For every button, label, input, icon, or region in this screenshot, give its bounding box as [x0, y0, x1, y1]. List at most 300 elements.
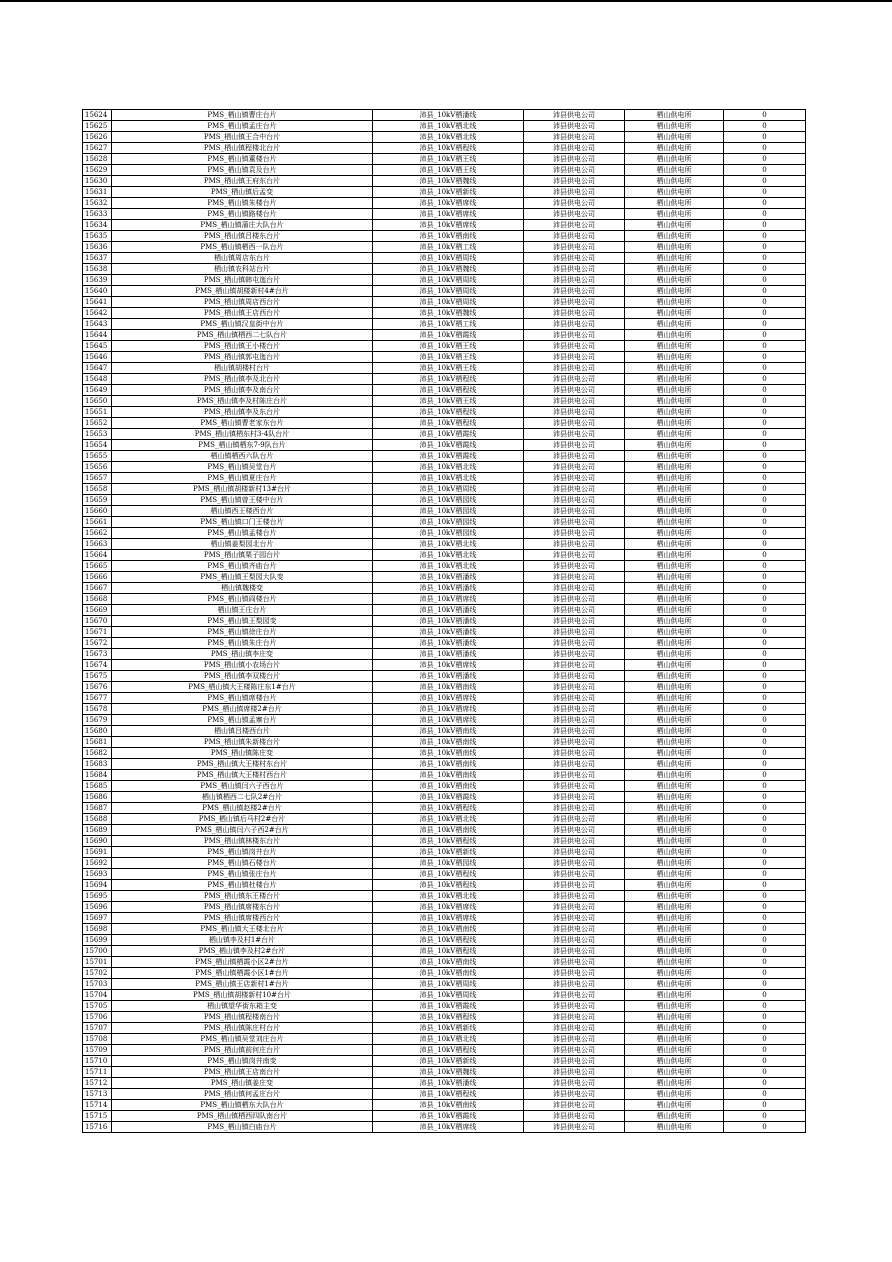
station-name-cell: PMS_栖山镇汉皇街中台片	[112, 319, 373, 330]
supply-office-cell: 栖山供电所	[625, 1122, 724, 1133]
supply-office-cell: 栖山供电所	[625, 594, 724, 605]
row-id-cell: 15647	[83, 363, 112, 374]
table-row	[83, 517, 806, 528]
value-cell: 0	[724, 957, 806, 968]
supply-office-cell: 栖山供电所	[625, 1045, 724, 1056]
company-cell: 沛县供电公司	[524, 583, 625, 594]
company-cell: 沛县供电公司	[524, 396, 625, 407]
table-row	[83, 649, 806, 660]
row-id-cell: 15662	[83, 528, 112, 539]
company-cell: 沛县供电公司	[524, 803, 625, 814]
table-row	[83, 825, 806, 836]
company-cell: 沛县供电公司	[524, 198, 625, 209]
company-cell: 沛县供电公司	[524, 671, 625, 682]
value-cell: 0	[724, 594, 806, 605]
station-name-cell: PMS_栖山镇席楼东台片	[112, 902, 373, 913]
row-id-cell: 15624	[83, 110, 112, 121]
row-id-cell: 15709	[83, 1045, 112, 1056]
value-cell: 0	[724, 572, 806, 583]
row-id-cell: 15696	[83, 902, 112, 913]
feeder-line-cell: 沛县_10kV栖潘线	[373, 649, 524, 660]
feeder-line-cell: 沛县_10kV栖程线	[373, 1012, 524, 1023]
company-cell: 沛县供电公司	[524, 946, 625, 957]
value-cell: 0	[724, 1012, 806, 1023]
value-cell: 0	[724, 913, 806, 924]
value-cell: 0	[724, 814, 806, 825]
station-name-cell: PMS_栖山镇席楼2#台片	[112, 704, 373, 715]
table-row	[83, 880, 806, 891]
table-row	[83, 1034, 806, 1045]
value-cell: 0	[724, 385, 806, 396]
supply-office-cell: 栖山供电所	[625, 286, 724, 297]
feeder-line-cell: 沛县_10kV栖园线	[373, 528, 524, 539]
company-cell: 沛县供电公司	[524, 506, 625, 517]
supply-office-cell: 栖山供电所	[625, 264, 724, 275]
table-row	[83, 187, 806, 198]
station-name-cell: PMS_栖山镇王梨园大队变	[112, 572, 373, 583]
company-cell: 沛县供电公司	[524, 462, 625, 473]
feeder-line-cell: 沛县_10kV栖霞线	[373, 1001, 524, 1012]
value-cell: 0	[724, 759, 806, 770]
station-name-cell: PMS_栖山镇小农场台片	[112, 660, 373, 671]
row-id-cell: 15644	[83, 330, 112, 341]
company-cell: 沛县供电公司	[524, 1111, 625, 1122]
value-cell: 0	[724, 154, 806, 165]
table-row	[83, 1056, 806, 1067]
table-row	[83, 814, 806, 825]
supply-office-cell: 栖山供电所	[625, 209, 724, 220]
feeder-line-cell: 沛县_10kV栖南线	[373, 737, 524, 748]
feeder-line-cell: 沛县_10kV栖潘线	[373, 583, 524, 594]
company-cell: 沛县供电公司	[524, 594, 625, 605]
supply-office-cell: 栖山供电所	[625, 638, 724, 649]
value-cell: 0	[724, 935, 806, 946]
table-row	[83, 957, 806, 968]
company-cell: 沛县供电公司	[524, 869, 625, 880]
company-cell: 沛县供电公司	[524, 693, 625, 704]
row-id-cell: 15674	[83, 660, 112, 671]
table-row	[83, 264, 806, 275]
feeder-line-cell: 沛县_10kV栖南线	[373, 924, 524, 935]
company-cell: 沛县供电公司	[524, 363, 625, 374]
supply-office-cell: 栖山供电所	[625, 825, 724, 836]
supply-office-cell: 栖山供电所	[625, 1100, 724, 1111]
station-name-cell: PMS_栖山镇闫六子西2#台片	[112, 825, 373, 836]
row-id-cell: 15711	[83, 1067, 112, 1078]
feeder-line-cell: 沛县_10kV栖潘线	[373, 671, 524, 682]
table-row	[83, 550, 806, 561]
value-cell: 0	[724, 770, 806, 781]
feeder-line-cell: 沛县_10kV栖北线	[373, 462, 524, 473]
station-name-cell: PMS_栖山镇席楼西台片	[112, 913, 373, 924]
supply-office-cell: 栖山供电所	[625, 924, 724, 935]
table-row	[83, 286, 806, 297]
row-id-cell: 15642	[83, 308, 112, 319]
company-cell: 沛县供电公司	[524, 473, 625, 484]
row-id-cell: 15702	[83, 968, 112, 979]
company-cell: 沛县供电公司	[524, 517, 625, 528]
company-cell: 沛县供电公司	[524, 418, 625, 429]
supply-office-cell: 栖山供电所	[625, 374, 724, 385]
feeder-line-cell: 沛县_10kV栖席线	[373, 715, 524, 726]
value-cell: 0	[724, 374, 806, 385]
station-name-cell: PMS_栖山镇程楼南台片	[112, 1012, 373, 1023]
feeder-line-cell: 沛县_10kV栖程线	[373, 407, 524, 418]
table-row	[83, 682, 806, 693]
station-name-cell: PMS_栖山镇王店西台片	[112, 308, 373, 319]
supply-office-cell: 栖山供电所	[625, 770, 724, 781]
row-id-cell: 15669	[83, 605, 112, 616]
row-id-cell: 15663	[83, 539, 112, 550]
value-cell: 0	[724, 286, 806, 297]
station-name-cell: 栖山镇胡楼村台片	[112, 363, 373, 374]
supply-office-cell: 栖山供电所	[625, 1023, 724, 1034]
table-row	[83, 1045, 806, 1056]
value-cell: 0	[724, 275, 806, 286]
table-row	[83, 242, 806, 253]
supply-office-cell: 栖山供电所	[625, 539, 724, 550]
station-name-cell: PMS_栖山镇李及村2#台片	[112, 946, 373, 957]
row-id-cell: 15625	[83, 121, 112, 132]
value-cell: 0	[724, 638, 806, 649]
value-cell: 0	[724, 924, 806, 935]
table-row	[83, 616, 806, 627]
table-row	[83, 693, 806, 704]
company-cell: 沛县供电公司	[524, 121, 625, 132]
station-name-cell: PMS_栖山镇李庄变	[112, 649, 373, 660]
supply-office-cell: 栖山供电所	[625, 836, 724, 847]
row-id-cell: 15634	[83, 220, 112, 231]
value-cell: 0	[724, 792, 806, 803]
value-cell: 0	[724, 605, 806, 616]
supply-office-cell: 栖山供电所	[625, 275, 724, 286]
station-name-cell: PMS_栖山镇王府东台片	[112, 176, 373, 187]
row-id-cell: 15691	[83, 847, 112, 858]
supply-office-cell: 栖山供电所	[625, 308, 724, 319]
feeder-line-cell: 沛县_10kV栖程线	[373, 385, 524, 396]
feeder-line-cell: 沛县_10kV栖工线	[373, 242, 524, 253]
station-name-cell: PMS_栖山镇胡楼新村4#台片	[112, 286, 373, 297]
table-row	[83, 209, 806, 220]
table-row	[83, 968, 806, 979]
feeder-line-cell: 沛县_10kV栖潘线	[373, 110, 524, 121]
value-cell: 0	[724, 1100, 806, 1111]
row-id-cell: 15714	[83, 1100, 112, 1111]
table-row	[83, 748, 806, 759]
row-id-cell: 15626	[83, 132, 112, 143]
row-id-cell: 15697	[83, 913, 112, 924]
table-row	[83, 495, 806, 506]
company-cell: 沛县供电公司	[524, 110, 625, 121]
station-name-cell: PMS_栖山镇朱楼台片	[112, 198, 373, 209]
supply-office-cell: 栖山供电所	[625, 792, 724, 803]
row-id-cell: 15640	[83, 286, 112, 297]
table-row	[83, 1023, 806, 1034]
supply-office-cell: 栖山供电所	[625, 407, 724, 418]
value-cell: 0	[724, 242, 806, 253]
company-cell: 沛县供电公司	[524, 726, 625, 737]
row-id-cell: 15694	[83, 880, 112, 891]
company-cell: 沛县供电公司	[524, 990, 625, 1001]
company-cell: 沛县供电公司	[524, 935, 625, 946]
feeder-line-cell: 沛县_10kV栖霞线	[373, 451, 524, 462]
station-name-cell: PMS_栖山镇曹庄台片	[112, 110, 373, 121]
feeder-line-cell: 沛县_10kV栖席线	[373, 913, 524, 924]
table-row	[83, 924, 806, 935]
company-cell: 沛县供电公司	[524, 737, 625, 748]
feeder-line-cell: 沛县_10kV栖北线	[373, 561, 524, 572]
row-id-cell: 15659	[83, 495, 112, 506]
station-name-cell: PMS_栖山镇孟寨台片	[112, 715, 373, 726]
table-row	[83, 1012, 806, 1023]
supply-office-cell: 栖山供电所	[625, 616, 724, 627]
station-name-cell: PMS_栖山镇张庄台片	[112, 869, 373, 880]
value-cell: 0	[724, 671, 806, 682]
table-row	[83, 836, 806, 847]
company-cell: 沛县供电公司	[524, 374, 625, 385]
row-id-cell: 15656	[83, 462, 112, 473]
value-cell: 0	[724, 891, 806, 902]
company-cell: 沛县供电公司	[524, 1034, 625, 1045]
supply-office-cell: 栖山供电所	[625, 154, 724, 165]
company-cell: 沛县供电公司	[524, 187, 625, 198]
station-name-cell: PMS_栖山镇大王楼北台片	[112, 924, 373, 935]
supply-office-cell: 栖山供电所	[625, 759, 724, 770]
supply-office-cell: 栖山供电所	[625, 462, 724, 473]
value-cell: 0	[724, 1034, 806, 1045]
value-cell: 0	[724, 946, 806, 957]
supply-office-cell: 栖山供电所	[625, 242, 724, 253]
table-row	[83, 913, 806, 924]
value-cell: 0	[724, 187, 806, 198]
station-name-cell: PMS_栖山镇陈庄变	[112, 748, 373, 759]
table-row	[83, 506, 806, 517]
station-name-cell: PMS_栖山镇栖东7-9队台片	[112, 440, 373, 451]
row-id-cell: 15628	[83, 154, 112, 165]
table-row	[83, 891, 806, 902]
company-cell: 沛县供电公司	[524, 484, 625, 495]
value-cell: 0	[724, 539, 806, 550]
company-cell: 沛县供电公司	[524, 407, 625, 418]
table-row	[83, 297, 806, 308]
row-id-cell: 15679	[83, 715, 112, 726]
value-cell: 0	[724, 517, 806, 528]
station-name-cell: PMS_栖山镇曹老家东台片	[112, 418, 373, 429]
row-id-cell: 15675	[83, 671, 112, 682]
table-row	[83, 781, 806, 792]
company-cell: 沛县供电公司	[524, 297, 625, 308]
row-id-cell: 15686	[83, 792, 112, 803]
station-name-cell: PMS_栖山镇大王楼村东台片	[112, 759, 373, 770]
company-cell: 沛县供电公司	[524, 814, 625, 825]
row-id-cell: 15658	[83, 484, 112, 495]
feeder-line-cell: 沛县_10kV栖席线	[373, 209, 524, 220]
supply-office-cell: 栖山供电所	[625, 737, 724, 748]
company-cell: 沛县供电公司	[524, 682, 625, 693]
supply-office-cell: 栖山供电所	[625, 363, 724, 374]
feeder-line-cell: 沛县_10kV栖魏线	[373, 264, 524, 275]
supply-office-cell: 栖山供电所	[625, 847, 724, 858]
feeder-line-cell: 沛县_10kV栖王线	[373, 341, 524, 352]
supply-office-cell: 栖山供电所	[625, 352, 724, 363]
value-cell: 0	[724, 858, 806, 869]
value-cell: 0	[724, 649, 806, 660]
supply-office-cell: 栖山供电所	[625, 814, 724, 825]
row-id-cell: 15681	[83, 737, 112, 748]
value-cell: 0	[724, 1089, 806, 1100]
supply-office-cell: 栖山供电所	[625, 231, 724, 242]
feeder-line-cell: 沛县_10kV栖北线	[373, 814, 524, 825]
company-cell: 沛县供电公司	[524, 638, 625, 649]
station-name-cell: PMS_栖山镇徐庄台片	[112, 627, 373, 638]
table-row	[83, 726, 806, 737]
row-id-cell: 15664	[83, 550, 112, 561]
value-cell: 0	[724, 1045, 806, 1056]
table-row	[83, 770, 806, 781]
table-row	[83, 561, 806, 572]
value-cell: 0	[724, 561, 806, 572]
feeder-line-cell: 沛县_10kV栖潘线	[373, 638, 524, 649]
table-row	[83, 462, 806, 473]
table-row	[83, 275, 806, 286]
supply-office-cell: 栖山供电所	[625, 880, 724, 891]
supply-office-cell: 栖山供电所	[625, 803, 724, 814]
company-cell: 沛县供电公司	[524, 1056, 625, 1067]
supply-office-cell: 栖山供电所	[625, 605, 724, 616]
feeder-line-cell: 沛县_10kV栖周线	[373, 286, 524, 297]
supply-office-cell: 栖山供电所	[625, 429, 724, 440]
feeder-line-cell: 沛县_10kV栖园线	[373, 495, 524, 506]
station-name-cell: PMS_栖山镇曾王楼中台片	[112, 495, 373, 506]
value-cell: 0	[724, 1111, 806, 1122]
station-name-cell: PMS_栖山镇王梨园变	[112, 616, 373, 627]
supply-office-cell: 栖山供电所	[625, 891, 724, 902]
station-name-cell: 栖山镇栖西二七队2#台片	[112, 792, 373, 803]
table-row	[83, 110, 806, 121]
station-name-cell: PMS_栖山镇后马村2#台片	[112, 814, 373, 825]
feeder-line-cell: 沛县_10kV栖南线	[373, 825, 524, 836]
company-cell: 沛县供电公司	[524, 616, 625, 627]
station-name-cell: 栖山镇望华街东箱主变	[112, 1001, 373, 1012]
feeder-line-cell: 沛县_10kV栖南线	[373, 682, 524, 693]
table-row	[83, 440, 806, 451]
station-name-cell: PMS_栖山镇周店西台片	[112, 297, 373, 308]
supply-office-cell: 栖山供电所	[625, 506, 724, 517]
row-id-cell: 15683	[83, 759, 112, 770]
table-row	[83, 451, 806, 462]
value-cell: 0	[724, 407, 806, 418]
company-cell: 沛县供电公司	[524, 132, 625, 143]
feeder-line-cell: 沛县_10kV栖南线	[373, 1100, 524, 1111]
value-cell: 0	[724, 869, 806, 880]
company-cell: 沛县供电公司	[524, 792, 625, 803]
station-name-cell: PMS_栖山镇岗井南变	[112, 1056, 373, 1067]
station-name-cell: PMS_栖山镇胡楼新村13#台片	[112, 484, 373, 495]
value-cell: 0	[724, 693, 806, 704]
supply-office-cell: 栖山供电所	[625, 297, 724, 308]
feeder-line-cell: 沛县_10kV栖席线	[373, 1122, 524, 1133]
supply-office-cell: 栖山供电所	[625, 858, 724, 869]
value-cell: 0	[724, 253, 806, 264]
value-cell: 0	[724, 220, 806, 231]
table-row	[83, 363, 806, 374]
table-row	[83, 737, 806, 748]
table-row	[83, 407, 806, 418]
value-cell: 0	[724, 165, 806, 176]
value-cell: 0	[724, 1078, 806, 1089]
value-cell: 0	[724, 418, 806, 429]
feeder-line-cell: 沛县_10kV栖南线	[373, 231, 524, 242]
company-cell: 沛县供电公司	[524, 704, 625, 715]
station-name-cell: PMS_栖山镇齐庙台片	[112, 561, 373, 572]
value-cell: 0	[724, 440, 806, 451]
feeder-line-cell: 沛县_10kV栖南线	[373, 726, 524, 737]
value-cell: 0	[724, 781, 806, 792]
row-id-cell: 15698	[83, 924, 112, 935]
table-row	[83, 803, 806, 814]
station-name-cell: PMS_栖山镇东王楼台片	[112, 891, 373, 902]
row-id-cell: 15651	[83, 407, 112, 418]
feeder-line-cell: 沛县_10kV栖席线	[373, 902, 524, 913]
supply-office-cell: 栖山供电所	[625, 649, 724, 660]
row-id-cell: 15670	[83, 616, 112, 627]
feeder-line-cell: 沛县_10kV栖霞线	[373, 429, 524, 440]
value-cell: 0	[724, 836, 806, 847]
company-cell: 沛县供电公司	[524, 429, 625, 440]
row-id-cell: 15646	[83, 352, 112, 363]
supply-office-cell: 栖山供电所	[625, 627, 724, 638]
table-row	[83, 858, 806, 869]
table-row	[83, 132, 806, 143]
feeder-line-cell: 沛县_10kV栖霞线	[373, 440, 524, 451]
table-row	[83, 220, 806, 231]
supply-office-cell: 栖山供电所	[625, 1056, 724, 1067]
feeder-line-cell: 沛县_10kV栖王线	[373, 352, 524, 363]
feeder-line-cell: 沛县_10kV栖南线	[373, 781, 524, 792]
table-row	[83, 528, 806, 539]
value-cell: 0	[724, 1001, 806, 1012]
row-id-cell: 15671	[83, 627, 112, 638]
station-name-cell: PMS_栖山镇蒲庄大队台片	[112, 220, 373, 231]
station-name-cell: PMS_栖山镇王店南台片	[112, 1067, 373, 1078]
station-name-cell: PMS_栖山镇李及南台片	[112, 385, 373, 396]
supply-office-cell: 栖山供电所	[625, 110, 724, 121]
table-row	[83, 660, 806, 671]
feeder-line-cell: 沛县_10kV栖南线	[373, 968, 524, 979]
company-cell: 沛县供电公司	[524, 1122, 625, 1133]
company-cell: 沛县供电公司	[524, 440, 625, 451]
row-id-cell: 15633	[83, 209, 112, 220]
row-id-cell: 15699	[83, 935, 112, 946]
table-row	[83, 792, 806, 803]
table-row	[83, 1100, 806, 1111]
value-cell: 0	[724, 341, 806, 352]
feeder-line-cell: 沛县_10kV栖周线	[373, 253, 524, 264]
supply-office-cell: 栖山供电所	[625, 1034, 724, 1045]
feeder-line-cell: 沛县_10kV栖潘线	[373, 1078, 524, 1089]
value-cell: 0	[724, 451, 806, 462]
row-id-cell: 15713	[83, 1089, 112, 1100]
value-cell: 0	[724, 121, 806, 132]
company-cell: 沛县供电公司	[524, 880, 625, 891]
value-cell: 0	[724, 363, 806, 374]
feeder-line-cell: 沛县_10kV栖程线	[373, 946, 524, 957]
table-row	[83, 539, 806, 550]
row-id-cell: 15639	[83, 275, 112, 286]
table-row	[83, 583, 806, 594]
row-id-cell: 15685	[83, 781, 112, 792]
station-name-cell: PMS_栖山镇栖霞小区2#台片	[112, 957, 373, 968]
